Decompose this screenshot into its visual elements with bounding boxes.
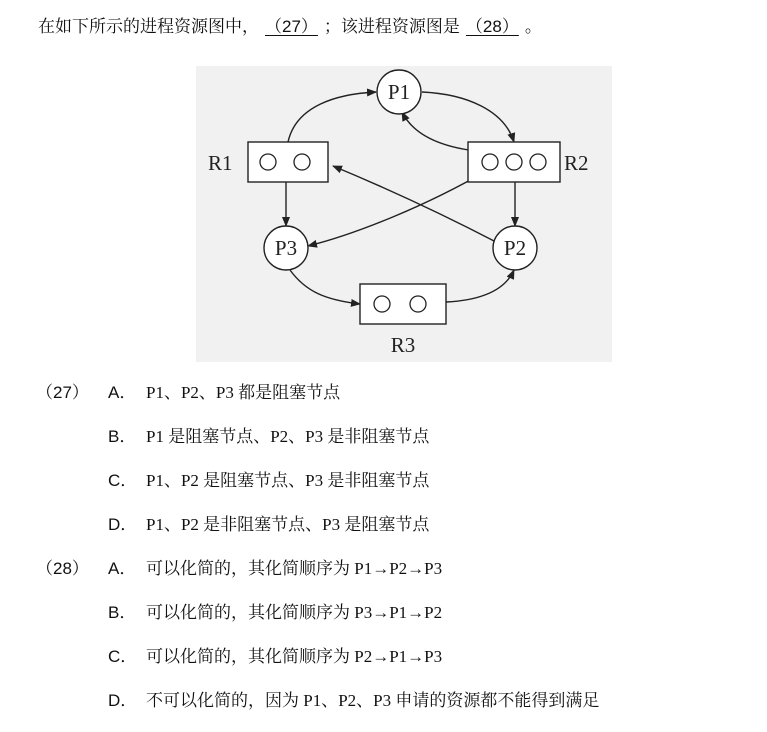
process-resource-graph bbox=[196, 66, 612, 362]
option-text: 可以化简的，其化简顺序为 P3→P1→P2 bbox=[146, 603, 443, 622]
node-r2 bbox=[468, 142, 589, 182]
option-letter: B． bbox=[108, 603, 137, 622]
question-suffix: 。 bbox=[524, 17, 542, 36]
option-text: 可以化简的，其化简顺序为 P1→P2→P3 bbox=[146, 559, 443, 578]
node-p2 bbox=[493, 226, 537, 270]
option-27-b[interactable] bbox=[36, 424, 756, 468]
question-number-28: （28） bbox=[36, 559, 89, 578]
option-letter: B． bbox=[108, 427, 137, 446]
label-p3: P3 bbox=[274, 236, 298, 260]
option-letter: A． bbox=[108, 559, 137, 578]
question-middle: ；该进程资源图是 bbox=[323, 17, 460, 36]
question-stem bbox=[38, 14, 542, 40]
node-r3 bbox=[360, 284, 446, 357]
option-text: 不可以化简的，因为 P1、P2、P3 申请的资源都不能得到满足 bbox=[146, 691, 600, 710]
edge-p1-r2 bbox=[422, 92, 514, 142]
option-text: 可以化简的，其化简顺序为 P2→P1→P3 bbox=[146, 647, 443, 666]
label-p2: P2 bbox=[503, 236, 527, 260]
option-28-b[interactable] bbox=[36, 600, 756, 644]
option-letter: A． bbox=[108, 383, 137, 402]
blank-28: （28） bbox=[465, 17, 519, 36]
question-prefix: 在如下所示的进程资源图中， bbox=[38, 17, 259, 36]
edge-r2-p3 bbox=[308, 170, 488, 246]
node-r1 bbox=[208, 142, 328, 182]
option-letter: C． bbox=[108, 471, 138, 490]
label-r1: R1 bbox=[208, 151, 233, 175]
option-27-a[interactable] bbox=[36, 380, 756, 424]
label-r2: R2 bbox=[564, 151, 589, 175]
option-28-c[interactable] bbox=[36, 644, 756, 688]
option-letter: D． bbox=[108, 515, 138, 534]
question-number-27: （27） bbox=[36, 383, 89, 402]
option-28-d[interactable] bbox=[36, 688, 756, 732]
node-p3 bbox=[264, 226, 308, 270]
option-letter: C． bbox=[108, 647, 138, 666]
edge-r1-p1 bbox=[288, 92, 376, 142]
option-text: P1、P2 是阻塞节点、P3 是非阻塞节点 bbox=[146, 471, 430, 490]
node-p1 bbox=[377, 70, 421, 114]
blank-27: （27） bbox=[265, 17, 318, 36]
graph-svg bbox=[196, 66, 612, 362]
option-text: P1、P2、P3 都是阻塞节点 bbox=[146, 383, 341, 402]
option-text: P1 是阻塞节点、P2、P3 是非阻塞节点 bbox=[146, 427, 430, 446]
label-r3: R3 bbox=[390, 333, 416, 357]
label-p1: P1 bbox=[387, 80, 411, 104]
option-28-a[interactable] bbox=[36, 556, 756, 600]
option-text: P1、P2 是非阻塞节点、P3 是阻塞节点 bbox=[146, 515, 430, 534]
edge-r3-p2 bbox=[446, 270, 514, 302]
option-27-c[interactable] bbox=[36, 468, 756, 512]
option-letter: D． bbox=[108, 691, 138, 710]
answer-options bbox=[36, 380, 756, 732]
option-27-d[interactable] bbox=[36, 512, 756, 556]
edge-p3-r3 bbox=[290, 270, 360, 304]
